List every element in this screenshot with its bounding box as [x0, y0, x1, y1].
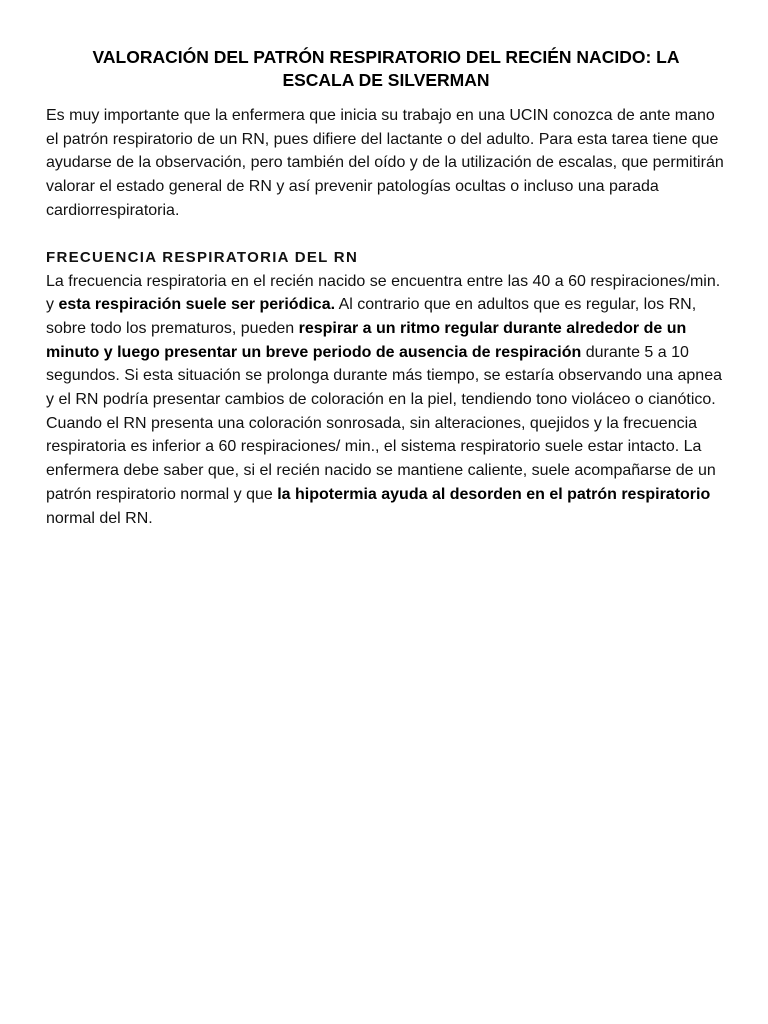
text-run: durante 5 a 10 segundos. Si esta situación se prolonga durante más tiempo, se estaría observando una apnea y el RN podría presentar cambios de coloración en la piel, tendiendo tono violáceo o cianótico. [46, 343, 722, 409]
title-line-1: VALORACIÓN DEL PATRÓN RESPIRATORIO DEL RECIÉN NACIDO: LA [92, 47, 680, 67]
text-run: La frecuencia respiratoria en el recién nacido se encuentra entre las 40 a 60 respiraciones/min. y [46, 272, 721, 314]
bold-text: respirar a un ritmo regular durante alrededor de un minuto y luego presentar un breve periodo de ausencia de respiración [46, 319, 687, 361]
document-page [46, 46, 726, 530]
text-run: Cuando el RN presenta una coloración sonrosada, sin alteraciones, quejidos y la frecuencia respiratoria es inferior a 60 respiraciones/ min., el sistema respiratorio suele estar intacto. La enfermera debe saber que, si el recién nacido se mantiene caliente, suele acompañarse de un patrón respiratorio normal y que [46, 414, 716, 503]
section-heading: FRECUENCIA RESPIRATORIA DEL RN [46, 248, 359, 266]
bold-text: esta respiración suele ser periódica. [58, 296, 336, 314]
title-line-2: ESCALA DE SILVERMAN [282, 70, 490, 90]
text-run: normal del RN. [46, 509, 153, 527]
document-title [46, 46, 726, 92]
normal-pattern-paragraph [46, 412, 726, 531]
respiratory-rate-paragraph [46, 270, 726, 412]
intro-paragraph: Es muy importante que la enfermera que inicia su trabajo en una UCIN conozca de ante mano el patrón respiratorio de un RN, pues difiere del lactante o del adulto. Para esta tarea tiene que ayudarse de la observación, pero también del oído y de la utilización de escalas, que permitirán valorar el estado general de RN y así prevenir patologías ocultas o incluso una parada cardiorrespiratoria. [46, 107, 724, 219]
text-run: Al contrario que en adultos que es regular, los RN, sobre todo los prematuros, pueden [46, 296, 697, 337]
bold-text: la hipotermia ayuda al desorden en el patrón respiratorio [277, 485, 711, 503]
